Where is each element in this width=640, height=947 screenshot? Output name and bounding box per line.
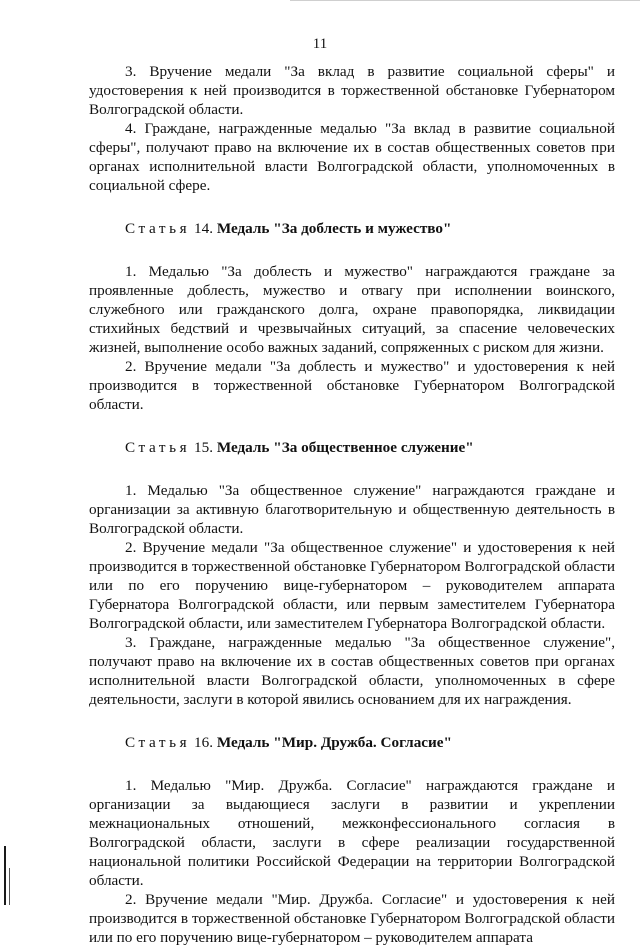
paragraph: 2. Вручение медали "За доблесть и мужество" и удостоверения к ней производится в торжественной обстановке Губернатором Волгоградской области. — [89, 358, 615, 413]
scan-edge-mark — [9, 868, 10, 905]
article-number: 15. — [194, 439, 214, 456]
article-title: Медаль "За доблесть и мужество" — [216, 220, 452, 237]
paragraph: 3. Граждане, награжденные медалью "За общественное служение", получают право на включение их в состав общественных советов при органах исполнительной власти Волгоградской области, уполномоченных в сфере деятельности, заслуги в которой явились основанием для их награждения. — [89, 634, 615, 708]
document-body — [89, 62, 615, 947]
scan-top-border — [290, 0, 640, 1]
paragraph: 2. Вручение медали "За общественное служение" и удостоверения к ней производится в торжественной обстановке Губернатором Волгоградской области или по его поручению вице-губернатором – руководителем аппарата Губернатора Волгоградской области, или первым заместителем Губернатора Волгоградской области, или заместителем Губернатора Волгоградской области. — [89, 539, 615, 632]
article-heading — [89, 733, 615, 752]
paragraph: 1. Медалью "За доблесть и мужество" награждаются граждане за проявленные доблесть, мужество и отвагу при исполнении воинского, служебного или гражданского долга, охране правопорядка, ликвидации стихийных бедствий и чрезвычайных ситуаций, за спасение человеческих жизней, выполнение особо важных заданий, сопряженных с риском для жизни. — [89, 263, 615, 356]
article-word: Статья — [125, 220, 191, 237]
article-number: 16. — [194, 734, 214, 751]
article-title: Медаль "Мир. Дружба. Согласие" — [216, 734, 452, 751]
paragraph: 1. Медалью "За общественное служение" награждаются граждане и организации за активную благотворительную и общественную деятельность в Волгоградской области. — [89, 482, 615, 537]
scan-edge-mark — [4, 846, 6, 905]
article-13-continuation — [89, 62, 615, 195]
article-number: 14. — [194, 220, 214, 237]
paragraph: 4. Граждане, награжденные медалью "За вклад в развитие социальной сферы", получают право на включение их в состав общественных советов при органах исполнительной власти Волгоградской области, уполномоченных в социальной сфере. — [89, 120, 615, 194]
article-14 — [89, 219, 615, 414]
paragraph: 3. Вручение медали "За вклад в развитие социальной сферы" и удостоверения к ней производится в торжественной обстановке Губернатором Волгоградской области. — [89, 63, 615, 118]
page-number: 11 — [312, 36, 328, 52]
article-15 — [89, 438, 615, 709]
article-title: Медаль "За общественное служение" — [216, 439, 474, 456]
article-word: Статья — [125, 439, 191, 456]
article-16 — [89, 733, 615, 947]
article-word: Статья — [125, 734, 191, 751]
paragraph: 2. Вручение медали "Мир. Дружба. Согласие" и удостоверения к ней производится в торжественной обстановке Губернатором Волгоградской области или по его поручению вице-губернатором – руководителем аппарата — [89, 891, 615, 946]
paragraph: 1. Медалью "Мир. Дружба. Согласие" награждаются граждане и организации за выдающиеся заслуги в развитии и укреплении межнациональных отношений, межконфессионального согласия в Волгоградской области, заслуги в сфере реализации государственной национальной политики Российской Федерации на территории Волгоградской области. — [89, 777, 615, 889]
article-heading — [89, 219, 615, 238]
article-heading — [89, 438, 615, 457]
